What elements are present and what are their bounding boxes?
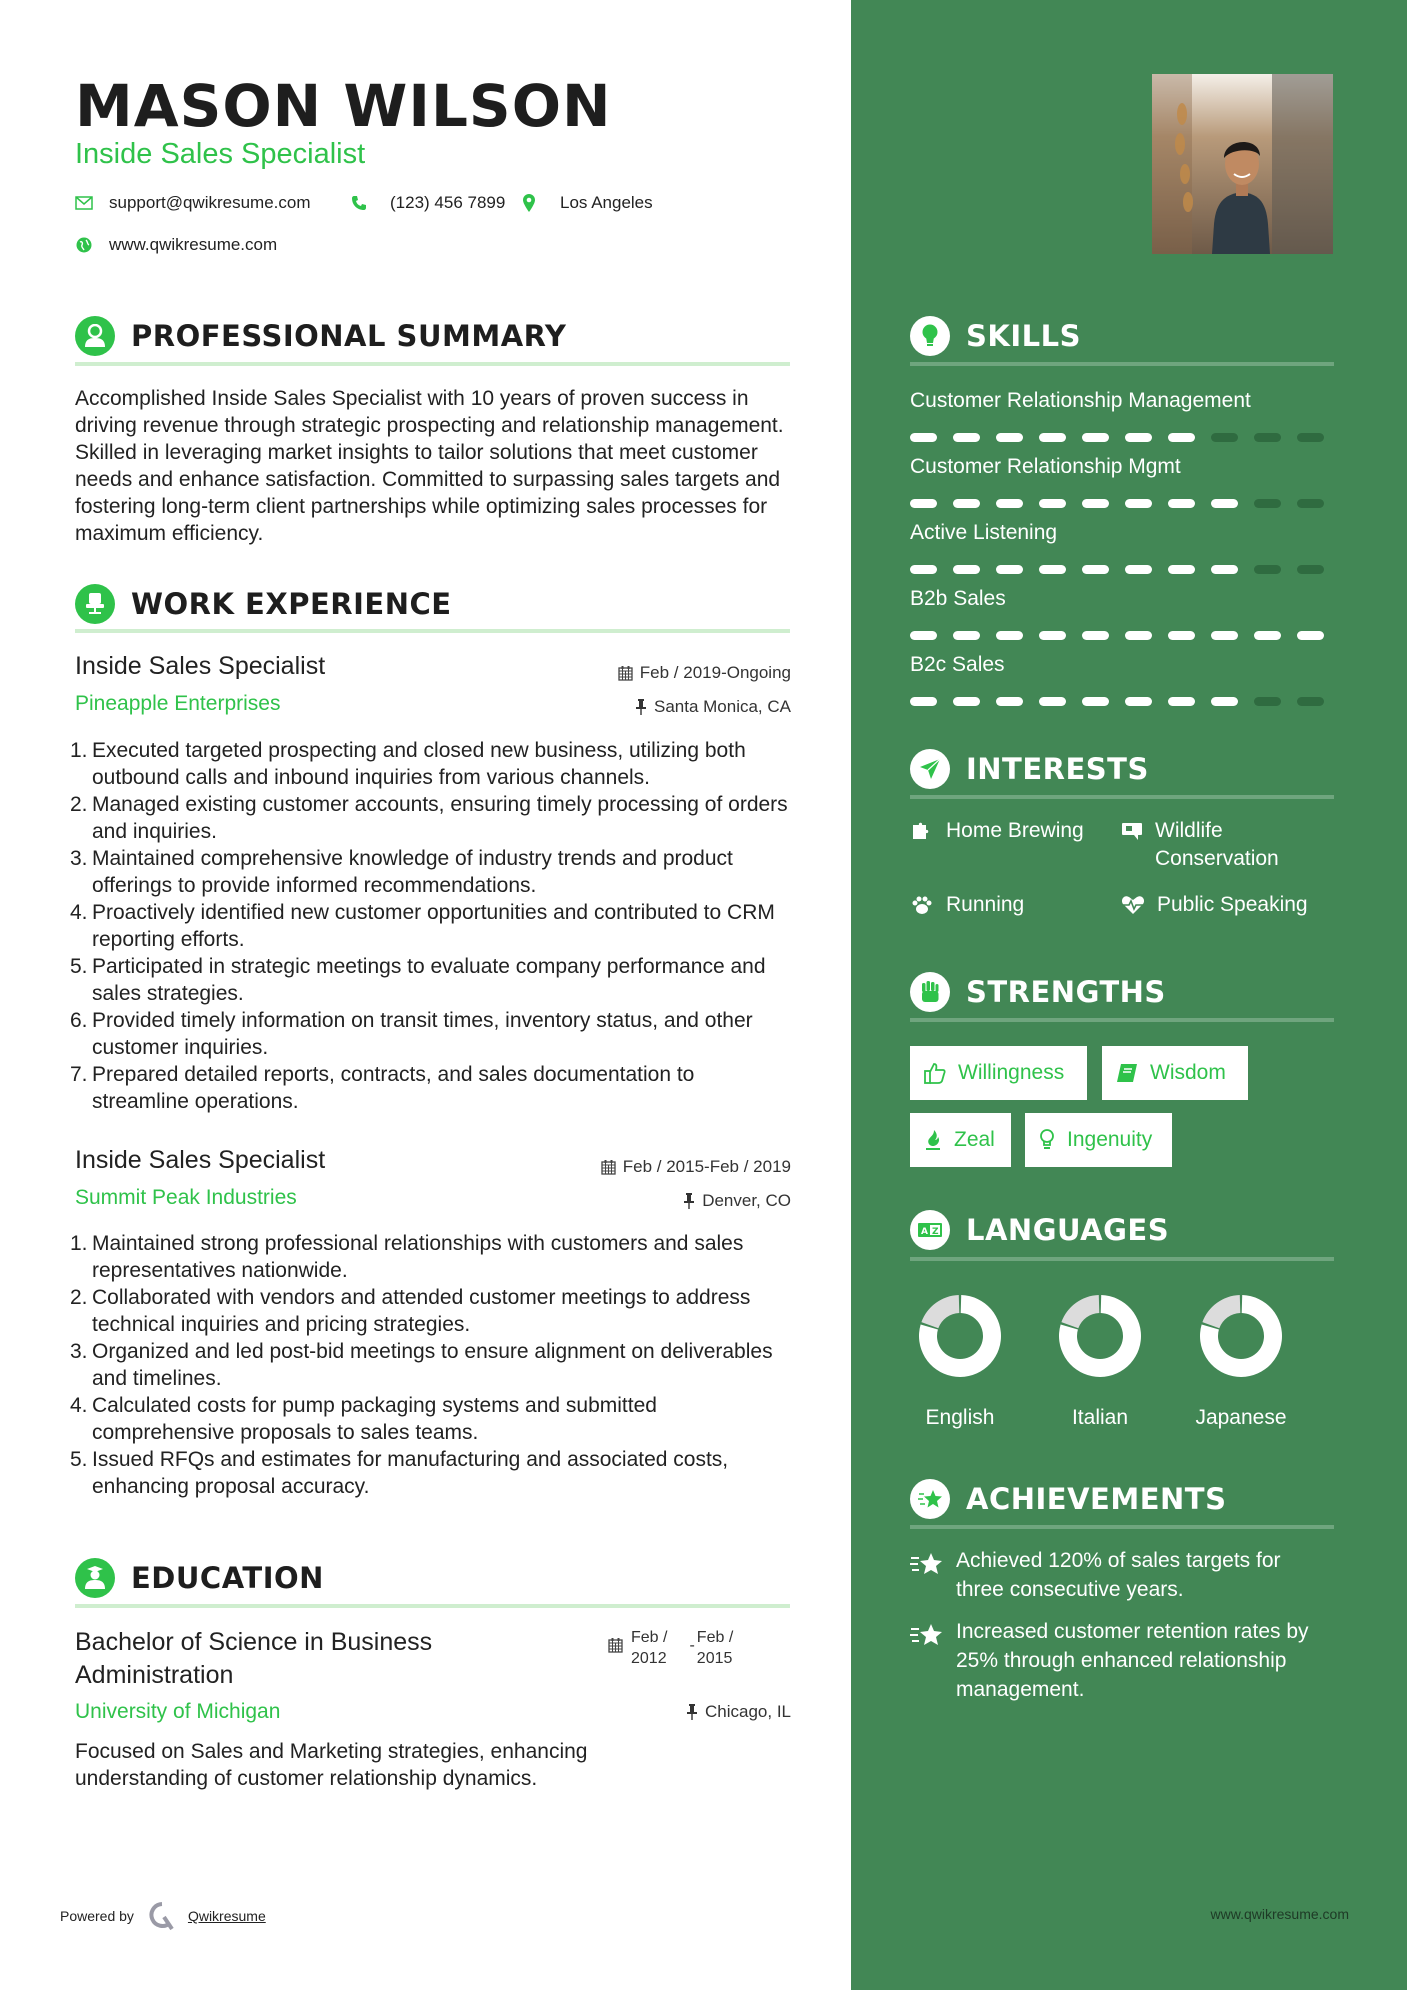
language-donut bbox=[1191, 1286, 1291, 1386]
envelope-icon bbox=[75, 194, 93, 212]
education-end-date: Feb / 2015 bbox=[696, 1629, 734, 1667]
skill-name: B2b Sales bbox=[910, 587, 1006, 610]
interests-section-header bbox=[910, 749, 1149, 789]
interest-item bbox=[1121, 891, 1308, 919]
job-location bbox=[560, 1191, 791, 1211]
summary-divider bbox=[75, 362, 790, 366]
job-dates-text: Feb / 2019-Ongoing bbox=[639, 663, 791, 682]
donut-remaining-segment bbox=[1061, 1295, 1099, 1328]
pushpin-icon bbox=[686, 1704, 698, 1720]
achievement-text: Increased customer retention rates by 25% through enhanced relationship management. bbox=[956, 1620, 1309, 1701]
achievement-text: Achieved 120% of sales targets for three consecutive years. bbox=[956, 1549, 1281, 1601]
job-company: Pineapple Enterprises bbox=[75, 692, 281, 715]
website-text[interactable]: www.qwikresume.com bbox=[109, 235, 278, 254]
job-company: Summit Peak Industries bbox=[75, 1186, 297, 1209]
interests-heading: INTERESTS bbox=[966, 752, 1149, 786]
summary-text: Accomplished Inside Sales Specialist with 10 years of proven success in driving revenue through strategic prospecting and relationship management. Skilled in leveraging market insights to tailor solutions that meet customer needs and enhance satisfaction. Committed to surpassing sales targets and fostering long-term client partnerships while optimizing sales processes for maximum efficiency. bbox=[75, 387, 784, 545]
strength-name: Willingness bbox=[958, 1061, 1065, 1084]
education-heading: EDUCATION bbox=[131, 1561, 324, 1595]
rating-dash-filled bbox=[953, 499, 980, 508]
shooting-star-icon bbox=[910, 1479, 950, 1519]
flame-icon bbox=[924, 1129, 942, 1151]
job-location-text: Denver, CO bbox=[702, 1191, 791, 1210]
phone-text[interactable]: (123) 456 7899 bbox=[390, 193, 506, 212]
languages-divider bbox=[910, 1257, 1334, 1261]
education-location bbox=[600, 1702, 791, 1722]
job-bullet: 5. Issued RFQs and estimates for manufacturing and associated costs, enhancing proposal accuracy. bbox=[70, 1448, 729, 1498]
rating-dash-filled bbox=[910, 433, 937, 442]
globe-icon bbox=[75, 236, 93, 254]
rating-dash-filled bbox=[1297, 631, 1324, 640]
education-school: University of Michigan bbox=[75, 1700, 281, 1723]
rating-dash-empty bbox=[1297, 499, 1324, 508]
rating-dash-empty bbox=[1254, 499, 1281, 508]
skill-rating bbox=[910, 631, 1340, 640]
rating-dash-filled bbox=[1125, 631, 1152, 640]
summary-section-header bbox=[75, 316, 566, 356]
rating-dash-filled bbox=[1039, 499, 1066, 508]
language-item bbox=[900, 1286, 1020, 1430]
education-section-header bbox=[75, 1558, 324, 1598]
rating-dash-filled bbox=[1082, 499, 1109, 508]
rating-dash-filled bbox=[996, 697, 1023, 706]
rating-dash-empty bbox=[1211, 433, 1238, 442]
graduate-icon bbox=[75, 1558, 115, 1598]
rating-dash-filled bbox=[1082, 565, 1109, 574]
strength-name: Wisdom bbox=[1150, 1061, 1226, 1084]
rating-dash-filled bbox=[996, 631, 1023, 640]
user-icon bbox=[75, 316, 115, 356]
rating-dash-filled bbox=[910, 499, 937, 508]
rating-dash-filled bbox=[1125, 565, 1152, 574]
rating-dash-empty bbox=[1254, 565, 1281, 574]
job-bullet: 3. Maintained comprehensive knowledge of industry trends and product offerings to provide informed recommendations. bbox=[70, 847, 733, 897]
heartbeat-icon bbox=[1121, 895, 1145, 915]
strength-badge bbox=[1102, 1046, 1248, 1100]
rating-dash-filled bbox=[1168, 565, 1195, 574]
rating-dash-filled bbox=[996, 565, 1023, 574]
powered-by bbox=[60, 1901, 266, 1931]
rating-dash-filled bbox=[1125, 433, 1152, 442]
email-text[interactable]: support@qwikresume.com bbox=[109, 193, 311, 212]
paw-icon bbox=[910, 895, 934, 915]
rating-dash-filled bbox=[953, 565, 980, 574]
job-bullets bbox=[70, 737, 790, 1115]
rating-dash-empty bbox=[1297, 697, 1324, 706]
language-donut bbox=[910, 1286, 1010, 1386]
achievements-heading: ACHIEVEMENTS bbox=[966, 1482, 1227, 1516]
interest-item bbox=[910, 891, 1024, 919]
svg-text:A: A bbox=[921, 1227, 928, 1237]
rating-dash-filled bbox=[953, 433, 980, 442]
rating-dash-filled bbox=[953, 631, 980, 640]
phone-icon bbox=[350, 194, 368, 212]
contact-location bbox=[520, 193, 653, 213]
interest-name: Running bbox=[946, 893, 1025, 916]
job-bullet: 3. Organized and led post-bid meetings to ensure alignment on deliverables and timelines. bbox=[70, 1340, 773, 1390]
skills-section-header bbox=[910, 316, 1081, 356]
rating-dash-filled bbox=[1082, 433, 1109, 442]
shooting-star-icon bbox=[910, 1551, 944, 1575]
rating-dash-filled bbox=[910, 631, 937, 640]
language-item bbox=[1040, 1286, 1160, 1430]
job-bullet: 7. Prepared detailed reports, contracts, and sales documentation to streamline operations. bbox=[70, 1063, 695, 1113]
job-dates bbox=[540, 1157, 791, 1177]
skills-heading: SKILLS bbox=[966, 319, 1081, 353]
job-bullets bbox=[70, 1230, 790, 1500]
job-location bbox=[560, 697, 791, 717]
languages-heading: LANGUAGES bbox=[966, 1213, 1170, 1247]
powered-by-text: Powered by bbox=[60, 1908, 134, 1924]
lightbulb-icon bbox=[910, 316, 950, 356]
rating-dash-filled bbox=[1168, 499, 1195, 508]
rating-dash-empty bbox=[1297, 565, 1324, 574]
skill-item bbox=[910, 521, 1340, 574]
shooting-star-icon bbox=[910, 1622, 944, 1646]
calendar-icon bbox=[618, 665, 633, 681]
education-date-separator: - bbox=[689, 1637, 695, 1654]
achievement-item bbox=[910, 1617, 1330, 1704]
translate-icon bbox=[910, 1210, 950, 1250]
interest-name: Home Brewing bbox=[946, 819, 1084, 842]
strengths-section-header bbox=[910, 972, 1166, 1012]
skill-item bbox=[910, 587, 1340, 640]
language-name: Japanese bbox=[1195, 1406, 1287, 1429]
job-bullet: 2. Managed existing customer accounts, ensuring timely processing of orders and inquiries. bbox=[70, 793, 788, 843]
skill-item bbox=[910, 389, 1340, 442]
rating-dash-filled bbox=[1082, 631, 1109, 640]
rating-dash-filled bbox=[1125, 499, 1152, 508]
strength-badge bbox=[910, 1113, 1011, 1167]
rating-dash-filled bbox=[1168, 631, 1195, 640]
rating-dash-filled bbox=[996, 433, 1023, 442]
achievement-item bbox=[910, 1546, 1330, 1604]
pushpin-icon bbox=[635, 699, 647, 715]
rating-dash-filled bbox=[953, 697, 980, 706]
education-location-text: Chicago, IL bbox=[705, 1702, 791, 1721]
achievements-divider bbox=[910, 1525, 1334, 1529]
rating-dash-filled bbox=[910, 697, 937, 706]
skill-rating bbox=[910, 499, 1340, 508]
calendar-icon bbox=[608, 1637, 623, 1653]
interest-item bbox=[1121, 817, 1331, 873]
education-start-date: Feb / 2012 bbox=[631, 1629, 668, 1667]
education-description: Focused on Sales and Marketing strategies, enhancing understanding of customer relationship dynamics. bbox=[75, 1740, 588, 1790]
rating-dash-filled bbox=[1211, 697, 1238, 706]
qwikresume-logo-icon bbox=[148, 1901, 176, 1931]
candidate-title: Inside Sales Specialist bbox=[75, 138, 366, 170]
job-title: Inside Sales Specialist bbox=[75, 1146, 326, 1174]
skill-name: B2c Sales bbox=[910, 653, 1005, 676]
skill-rating bbox=[910, 697, 1340, 706]
candidate-name: MASON WILSON bbox=[75, 72, 612, 140]
fist-icon bbox=[910, 972, 950, 1012]
rating-dash-filled bbox=[1168, 433, 1195, 442]
rating-dash-filled bbox=[1039, 433, 1066, 442]
chat-icon bbox=[1121, 821, 1143, 841]
footer-website[interactable]: www.qwikresume.com bbox=[1210, 1906, 1349, 1922]
skill-rating bbox=[910, 565, 1340, 574]
job-bullet: 5. Participated in strategic meetings to evaluate company performance and sales strategies. bbox=[70, 955, 766, 1005]
strength-badge bbox=[1025, 1113, 1172, 1167]
job-bullet: 1. Executed targeted prospecting and closed new business, utilizing both outbound calls and inbound inquiries from various channels. bbox=[70, 739, 746, 789]
job-title: Inside Sales Specialist bbox=[75, 652, 326, 680]
skill-name: Customer Relationship Management bbox=[910, 389, 1251, 412]
book-icon bbox=[1116, 1063, 1138, 1083]
language-item bbox=[1181, 1286, 1301, 1430]
rating-dash-filled bbox=[1211, 499, 1238, 508]
puzzle-icon bbox=[910, 821, 934, 841]
rating-dash-filled bbox=[1039, 697, 1066, 706]
job-bullet: 4. Calculated costs for pump packaging systems and submitted comprehensive proposals to sales teams. bbox=[70, 1394, 657, 1444]
achievements-section-header bbox=[910, 1479, 1226, 1519]
skill-rating bbox=[910, 433, 1340, 442]
skill-item bbox=[910, 653, 1340, 706]
interest-item bbox=[910, 817, 1084, 845]
language-donut bbox=[1050, 1286, 1150, 1386]
rating-dash-empty bbox=[1297, 433, 1324, 442]
job-bullet: 2. Collaborated with vendors and attended customer meetings to address technical inquiries and pricing strategies. bbox=[70, 1286, 751, 1336]
svg-text:Z: Z bbox=[932, 1227, 939, 1237]
skills-divider bbox=[910, 362, 1334, 366]
language-name: Italian bbox=[1071, 1406, 1129, 1429]
strengths-heading: STRENGTHS bbox=[966, 975, 1166, 1009]
strengths-divider bbox=[910, 1018, 1334, 1022]
office-chair-icon bbox=[75, 584, 115, 624]
rating-dash-filled bbox=[1254, 631, 1281, 640]
lightbulb-outline-icon bbox=[1039, 1129, 1055, 1151]
strength-name: Zeal bbox=[954, 1128, 995, 1151]
job-location-text: Santa Monica, CA bbox=[653, 697, 791, 716]
rating-dash-filled bbox=[1082, 697, 1109, 706]
calendar-icon bbox=[601, 1159, 616, 1175]
pushpin-icon bbox=[683, 1193, 695, 1209]
rating-dash-filled bbox=[1039, 631, 1066, 640]
skill-name: Customer Relationship Mgmt bbox=[910, 455, 1181, 478]
skill-item bbox=[910, 455, 1340, 508]
location-text: Los Angeles bbox=[560, 193, 653, 212]
education-divider bbox=[75, 1604, 790, 1608]
job-bullet: 6. Provided timely information on transit times, inventory status, and other customer inquiries. bbox=[70, 1009, 753, 1059]
rating-dash-empty bbox=[1254, 433, 1281, 442]
interest-name: Wildlife Conservation bbox=[1155, 819, 1279, 870]
donut-remaining-segment bbox=[1202, 1295, 1240, 1328]
education-degree: Bachelor of Science in Business Administration bbox=[75, 1628, 433, 1689]
summary-heading: PROFESSIONAL SUMMARY bbox=[131, 319, 567, 353]
rating-dash-filled bbox=[910, 565, 937, 574]
qwikresume-link[interactable]: Qwikresume bbox=[187, 1908, 266, 1924]
experience-divider bbox=[75, 629, 790, 633]
thumbs-up-icon bbox=[924, 1062, 946, 1084]
strength-badge bbox=[910, 1046, 1087, 1100]
job-bullet: 1. Maintained strong professional relationships with customers and sales representatives nationwide. bbox=[70, 1232, 744, 1282]
languages-section-header bbox=[910, 1210, 1169, 1250]
contact-website[interactable] bbox=[75, 235, 277, 255]
rating-dash-empty bbox=[1254, 697, 1281, 706]
experience-heading: WORK EXPERIENCE bbox=[131, 587, 452, 621]
experience-section-header bbox=[75, 584, 452, 624]
rating-dash-filled bbox=[996, 499, 1023, 508]
rating-dash-filled bbox=[1125, 697, 1152, 706]
contact-phone[interactable] bbox=[350, 193, 505, 213]
skill-name: Active Listening bbox=[910, 521, 1058, 544]
donut-remaining-segment bbox=[921, 1295, 959, 1328]
profile-photo bbox=[1152, 74, 1333, 254]
education-dates bbox=[608, 1627, 733, 1669]
job-dates-text: Feb / 2015-Feb / 2019 bbox=[622, 1157, 791, 1176]
strength-name: Ingenuity bbox=[1067, 1128, 1153, 1151]
job-bullet: 4. Proactively identified new customer opportunities and contributed to CRM reporting efforts. bbox=[70, 901, 775, 951]
job-dates bbox=[560, 663, 791, 683]
map-pin-icon bbox=[520, 194, 538, 212]
rating-dash-filled bbox=[1039, 565, 1066, 574]
paper-plane-icon bbox=[910, 749, 950, 789]
rating-dash-filled bbox=[1211, 631, 1238, 640]
interest-name: Public Speaking bbox=[1157, 893, 1308, 916]
contact-email[interactable] bbox=[75, 193, 311, 213]
interests-divider bbox=[910, 795, 1334, 799]
rating-dash-filled bbox=[1211, 565, 1238, 574]
rating-dash-filled bbox=[1168, 697, 1195, 706]
language-name: English bbox=[925, 1406, 995, 1429]
